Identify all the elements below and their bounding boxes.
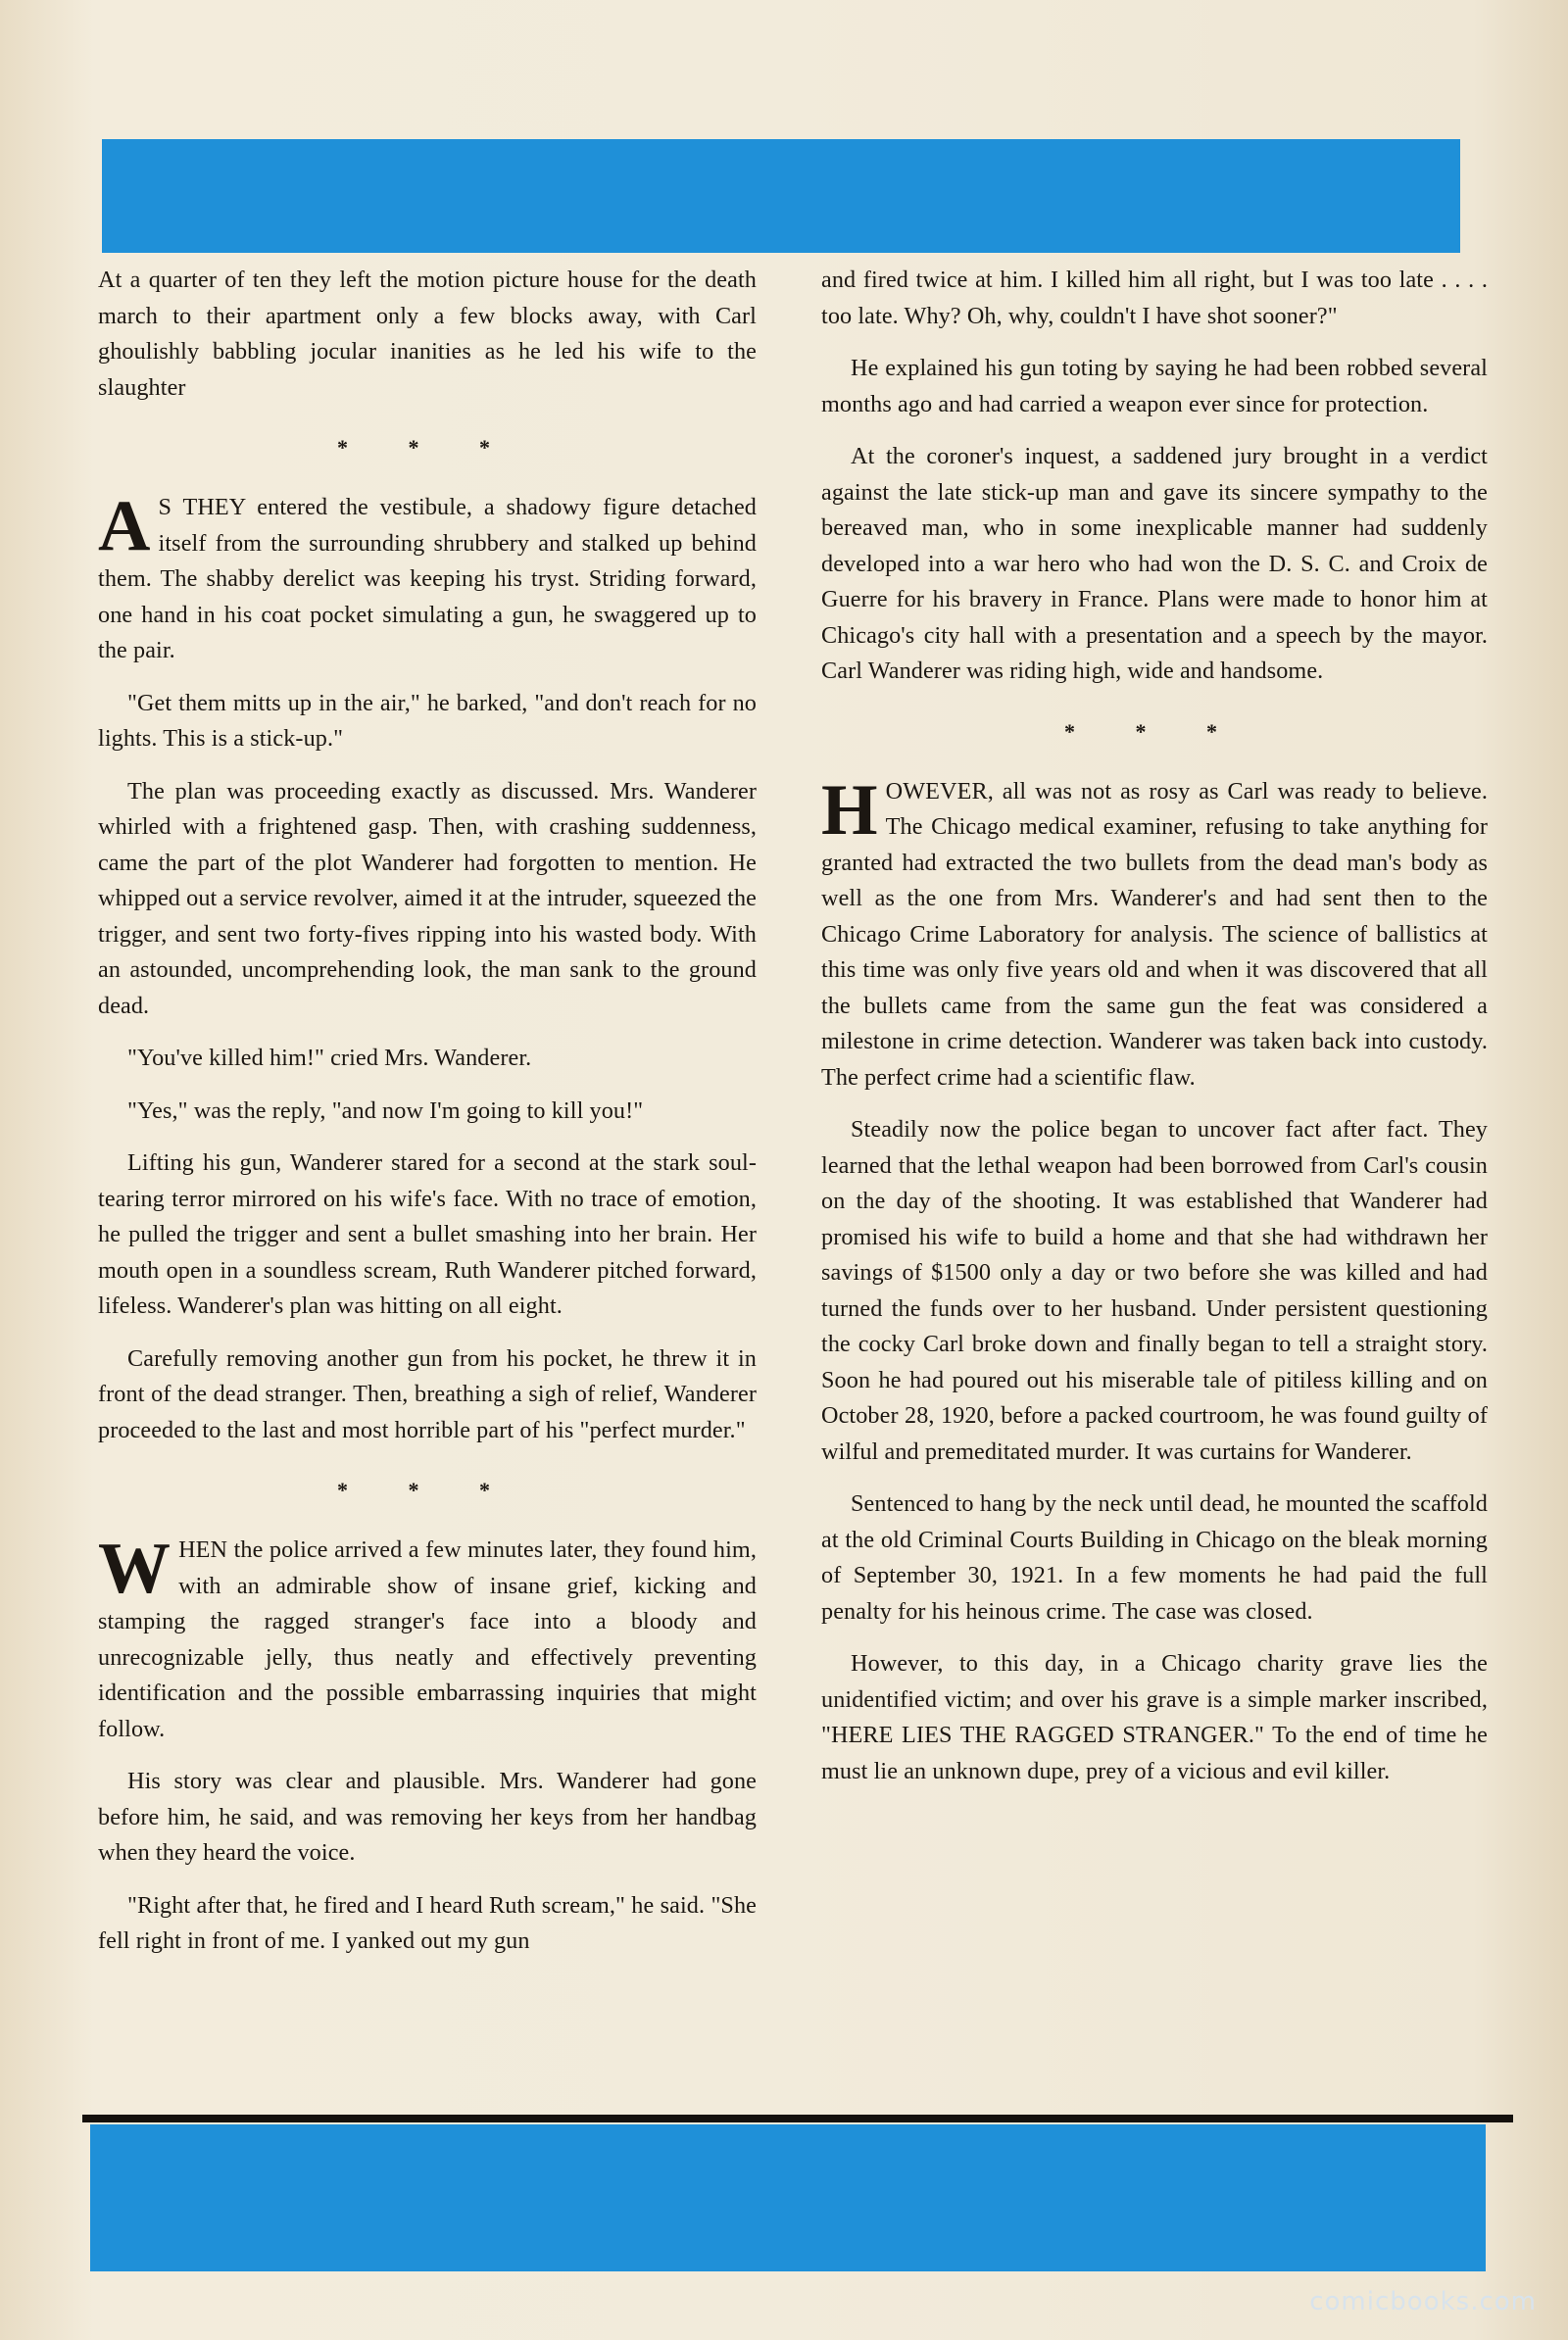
drop-cap-letter: W: [98, 1529, 172, 1609]
horizontal-rule: [82, 2115, 1513, 2122]
section-break: * * *: [1064, 718, 1245, 744]
top-blue-banner: [102, 139, 1460, 253]
paragraph: At the coroner's inquest, a saddened jury brought in a verdict against the late stick-up man and gave its sincere sympathy to the bereaved man, who in some inexplicable manner had suddenly developed into a war hero who had won the D. S. C. and Croix de Guerre for his bravery in France. Plans were made to honor him at Chicago's city hall with a presentation and a speech by the mayor. Carl Wanderer was riding high, wide and handsome.: [821, 443, 1488, 684]
paragraph-text: OWEVER, all was not as rosy as Carl was ready to believe. The Chicago medical examiner, refusing to take anything for granted had extracted the two bullets from the dead man's body as well as the one from Mrs. Wanderer's and had sent then to the Chicago Crime Laboratory for analysis. The science of ballistics at this time was only five years old and when it was discovered that all the bullets came from the same gun the feat was considered a milestone in crime detection. Wanderer was taken back into custody. The perfect crime had a scientific flaw.: [821, 777, 1488, 1091]
paragraph: Steadily now the police began to uncover fact after fact. They learned that the lethal weapon had been borrowed from Carl's cousin on the day of the shooting. It was established that Wanderer had promised his wife to build a home and that she had withdrawn her savings of $1500 only a day or two before she was killed and had turned the funds over to her husband. Under persistent questioning the cocky Carl broke down and finally began to tell a straight story. Soon he had poured out his miserable tale of pitiless killing and on October 28, 1920, before a packed courtroom, he was found guilty of wilful and premeditated murder. It was curtains for Wanderer.: [821, 1116, 1488, 1465]
drop-cap-letter: A: [98, 486, 151, 566]
paragraph-dropcap: [98, 1529, 757, 1747]
paragraph-dropcap: [821, 769, 1488, 1097]
paragraph: Carefully removing another gun from his pocket, he threw it in front of the dead stranger. Then, breathing a sigh of relief, Wanderer proceeded to the last and most horrible part of his "perfect murder.": [98, 1344, 757, 1443]
paragraph: However, to this day, in a Chicago charity grave lies the unidentified victim; and over his grave is a simple marker inscribed, "HERE LIES THE RAGGED STRANGER." To the end of time he must lie an unknown dupe, prey of a vicious and evil killer.: [821, 1650, 1488, 1784]
right-text-column: [821, 263, 1488, 1806]
paragraph: Lifting his gun, Wanderer stared for a second at the stark soul-tearing terror mirrored on his wife's face. With no trace of emotion, he pulled the trigger and sent a bullet smashing into her brain. Her mouth open in a soundless scream, Ruth Wanderer pitched forward, lifeless. Wanderer's plan was hitting on all eight.: [98, 1149, 757, 1319]
paragraph-text: S THEY entered the vestibule, a shadowy figure detached itself from the surrounding shrubbery and stalked up behind them. The shabby derelict was keeping his tryst. Striding forward, one hand in his coat pocket simulating a gun, he swaggered up to the pair.: [98, 494, 757, 663]
bottom-blue-banner: [90, 2124, 1486, 2271]
paragraph-dropcap: [98, 486, 757, 669]
paragraph: Sentenced to hang by the neck until dead, he mounted the scaffold at the old Criminal Courts Building in Chicago on the bleak morning of September 30, 1921. In a few moments he had paid the full penalty for his heinous crime. The case was closed.: [821, 1490, 1488, 1625]
paragraph-text: HEN the police arrived a few minutes later, they found him, with an admirable show of insane grief, kicking and stamping the ragged stranger's face into a bloody and unrecognizable jelly, thus neatly and effectively preventing identification and the possible embarrassing inquiries that might follow.: [98, 1536, 757, 1742]
paragraph: He explained his gun toting by saying he had been robbed several months ago and had carried a weapon ever since for protection.: [821, 355, 1488, 417]
section-break: * * *: [337, 435, 517, 460]
paragraph: "You've killed him!" cried Mrs. Wanderer.: [127, 1045, 532, 1071]
section-break: * * *: [337, 1478, 517, 1502]
paragraph: and fired twice at him. I killed him all right, but I was too late . . . . too late. Why? Oh, why, couldn't I have shot sooner?": [821, 267, 1488, 329]
paragraph: His story was clear and plausible. Mrs. Wanderer had gone before him, he said, and was removing her keys from her handbag when they heard the voice.: [98, 1768, 757, 1866]
paragraph: "Yes," was the reply, "and now I'm going to kill you!": [127, 1097, 644, 1124]
watermark-text: comicbooks.com: [1309, 2287, 1537, 2316]
drop-cap-letter: H: [821, 769, 878, 851]
paragraph: At a quarter of ten they left the motion picture house for the death march to their apartment only a few blocks away, with Carl ghoulishly babbling jocular inanities as he led his wife to the slaughter: [98, 267, 757, 401]
paragraph: The plan was proceeding exactly as discussed. Mrs. Wanderer whirled with a frightened gasp. Then, with crashing suddenness, came the part of the plot Wanderer had forgotten to mention. He whipped out a service revolver, aimed it at the intruder, squeezed the trigger, and sent two forty-fives ripping into his wasted body. With an astounded, uncomprehending look, the man sank to the ground dead.: [98, 777, 757, 1019]
left-text-column: [98, 263, 757, 1976]
paragraph: "Get them mitts up in the air," he barked, "and don't reach for no lights. This is a stick-up.": [98, 689, 757, 752]
paragraph: "Right after that, he fired and I heard Ruth scream," he said. "She fell right in front of me. I yanked out my gun: [98, 1891, 757, 1954]
